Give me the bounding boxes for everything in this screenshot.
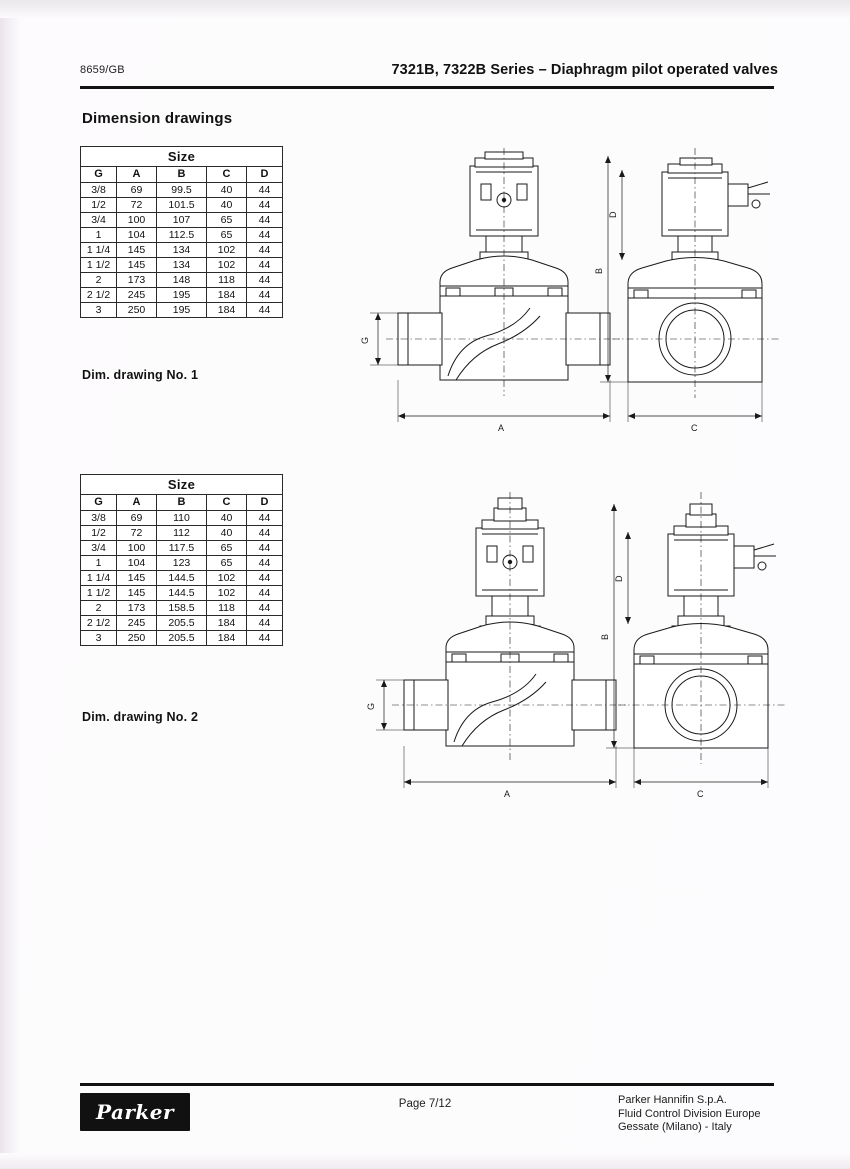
table-row: [81, 556, 283, 571]
cell-b: 195: [157, 303, 207, 318]
table-row: [81, 511, 283, 526]
cell-d: 44: [247, 213, 283, 228]
dimension-label-b: B: [600, 633, 610, 640]
column-header-c: C: [207, 167, 247, 183]
cell-b: 134: [157, 243, 207, 258]
cell-d: 44: [247, 571, 283, 586]
cell-a: 245: [117, 288, 157, 303]
parker-logo: [80, 1093, 190, 1131]
cell-g: 2: [81, 273, 117, 288]
cell-a: 145: [117, 243, 157, 258]
cell-c: 65: [207, 556, 247, 571]
cell-b: 107: [157, 213, 207, 228]
cell-d: 44: [247, 586, 283, 601]
cell-c: 65: [207, 213, 247, 228]
cell-c: 40: [207, 511, 247, 526]
cell-d: 44: [247, 511, 283, 526]
cell-a: 104: [117, 228, 157, 243]
cell-c: 118: [207, 273, 247, 288]
dimension-label-g: G: [360, 336, 370, 344]
cell-b: 205.5: [157, 631, 207, 646]
size-table-1: [80, 146, 283, 318]
cell-g: 1 1/4: [81, 243, 117, 258]
cell-b: 110: [157, 511, 207, 526]
dimension-label-a: A: [498, 423, 505, 433]
cell-g: 3/4: [81, 541, 117, 556]
table-row: [81, 631, 283, 646]
table-title: Size: [81, 147, 283, 167]
cell-c: 102: [207, 243, 247, 258]
cell-g: 3/8: [81, 511, 117, 526]
cell-c: 184: [207, 616, 247, 631]
page-title: Dimension drawings: [82, 110, 233, 127]
cell-b: 144.5: [157, 571, 207, 586]
cell-a: 145: [117, 586, 157, 601]
dimension-label-a: A: [504, 789, 511, 799]
column-header-d: D: [247, 167, 283, 183]
page-number: Page 7/12: [398, 1098, 452, 1110]
cell-a: 245: [117, 616, 157, 631]
table-row: [81, 183, 283, 198]
cell-d: 44: [247, 243, 283, 258]
cell-g: 3: [81, 631, 117, 646]
table-row: [81, 213, 283, 228]
cell-c: 184: [207, 631, 247, 646]
cell-b: 123: [157, 556, 207, 571]
table-row: [81, 571, 283, 586]
cell-d: 44: [247, 616, 283, 631]
cell-c: 65: [207, 228, 247, 243]
dimension-label-g: G: [366, 702, 376, 710]
cell-a: 145: [117, 571, 157, 586]
cell-c: 40: [207, 198, 247, 213]
cell-b: 144.5: [157, 586, 207, 601]
cell-g: 1 1/2: [81, 586, 117, 601]
cell-c: 40: [207, 183, 247, 198]
cell-g: 1/2: [81, 198, 117, 213]
document-code: 8659/GB: [80, 64, 125, 76]
cell-a: 173: [117, 273, 157, 288]
cell-c: 102: [207, 571, 247, 586]
cell-a: 72: [117, 526, 157, 541]
cell-b: 195: [157, 288, 207, 303]
cell-b: 134: [157, 258, 207, 273]
cell-a: 173: [117, 601, 157, 616]
scan-edge-top: [0, 0, 850, 18]
company-division: Fluid Control Division Europe: [618, 1107, 761, 1120]
cell-d: 44: [247, 631, 283, 646]
cell-d: 44: [247, 273, 283, 288]
column-header-c: C: [207, 495, 247, 511]
cell-c: 184: [207, 288, 247, 303]
table-row: [81, 541, 283, 556]
cell-a: 72: [117, 198, 157, 213]
cell-a: 69: [117, 183, 157, 198]
footer-divider: [80, 1083, 774, 1086]
parker-logo-text: Parker: [95, 1100, 175, 1124]
header-divider: [80, 86, 774, 89]
cell-b: 112.5: [157, 228, 207, 243]
cell-g: 2 1/2: [81, 288, 117, 303]
size-table-2: [80, 474, 283, 646]
dim-drawing-2: [300, 490, 800, 810]
table-row: [81, 198, 283, 213]
cell-b: 112: [157, 526, 207, 541]
cell-d: 44: [247, 198, 283, 213]
cell-a: 104: [117, 556, 157, 571]
table-row: [81, 258, 283, 273]
company-location: Gessate (Milano) - Italy: [618, 1121, 732, 1133]
column-header-g: G: [81, 167, 117, 183]
cell-b: 205.5: [157, 616, 207, 631]
dimension-label-b: B: [594, 267, 604, 274]
cell-a: 69: [117, 511, 157, 526]
table-row: [81, 526, 283, 541]
cell-g: 3/4: [81, 213, 117, 228]
cell-g: 1: [81, 228, 117, 243]
cell-d: 44: [247, 288, 283, 303]
table-row: [81, 288, 283, 303]
dimension-label-c: C: [697, 789, 704, 799]
cell-a: 100: [117, 541, 157, 556]
cell-g: 1 1/2: [81, 258, 117, 273]
cell-d: 44: [247, 258, 283, 273]
column-header-b: B: [157, 167, 207, 183]
table-title: Size: [81, 475, 283, 495]
cell-d: 44: [247, 556, 283, 571]
cell-g: 3: [81, 303, 117, 318]
cell-a: 145: [117, 258, 157, 273]
dimension-label-d: D: [608, 211, 618, 218]
cell-c: 102: [207, 258, 247, 273]
cell-b: 158.5: [157, 601, 207, 616]
table-row: [81, 228, 283, 243]
cell-g: 2: [81, 601, 117, 616]
cell-c: 184: [207, 303, 247, 318]
column-header-b: B: [157, 495, 207, 511]
column-header-g: G: [81, 495, 117, 511]
cell-d: 44: [247, 228, 283, 243]
table-row: [81, 601, 283, 616]
cell-b: 117.5: [157, 541, 207, 556]
cell-d: 44: [247, 303, 283, 318]
company-name: Parker Hannifin S.p.A.: [618, 1094, 727, 1106]
table-row: [81, 616, 283, 631]
scan-edge-left: [0, 0, 22, 1169]
cell-d: 44: [247, 541, 283, 556]
dimension-label-c: C: [691, 423, 698, 433]
cell-g: 1: [81, 556, 117, 571]
dim-drawing-2-caption: Dim. drawing No. 2: [82, 710, 199, 724]
cell-c: 65: [207, 541, 247, 556]
cell-b: 148: [157, 273, 207, 288]
cell-g: 1/2: [81, 526, 117, 541]
cell-c: 40: [207, 526, 247, 541]
dim-drawing-1-caption: Dim. drawing No. 1: [82, 368, 199, 382]
cell-a: 100: [117, 213, 157, 228]
cell-a: 250: [117, 303, 157, 318]
table-row: [81, 303, 283, 318]
column-header-a: A: [117, 167, 157, 183]
cell-g: 1 1/4: [81, 571, 117, 586]
cell-b: 99.5: [157, 183, 207, 198]
dimension-label-d: D: [614, 575, 624, 582]
document-title: 7321B, 7322B Series – Diaphragm pilot operated valves: [391, 62, 778, 78]
column-header-a: A: [117, 495, 157, 511]
cell-b: 101.5: [157, 198, 207, 213]
cell-g: 3/8: [81, 183, 117, 198]
company-address: [618, 1094, 760, 1135]
column-header-d: D: [247, 495, 283, 511]
cell-d: 44: [247, 526, 283, 541]
cell-a: 250: [117, 631, 157, 646]
cell-d: 44: [247, 183, 283, 198]
cell-c: 102: [207, 586, 247, 601]
cell-d: 44: [247, 601, 283, 616]
table-row: [81, 586, 283, 601]
cell-g: 2 1/2: [81, 616, 117, 631]
scan-edge-bottom: [0, 1153, 850, 1169]
table-row: [81, 273, 283, 288]
table-row: [81, 243, 283, 258]
dim-drawing-1: [290, 148, 790, 448]
cell-c: 118: [207, 601, 247, 616]
